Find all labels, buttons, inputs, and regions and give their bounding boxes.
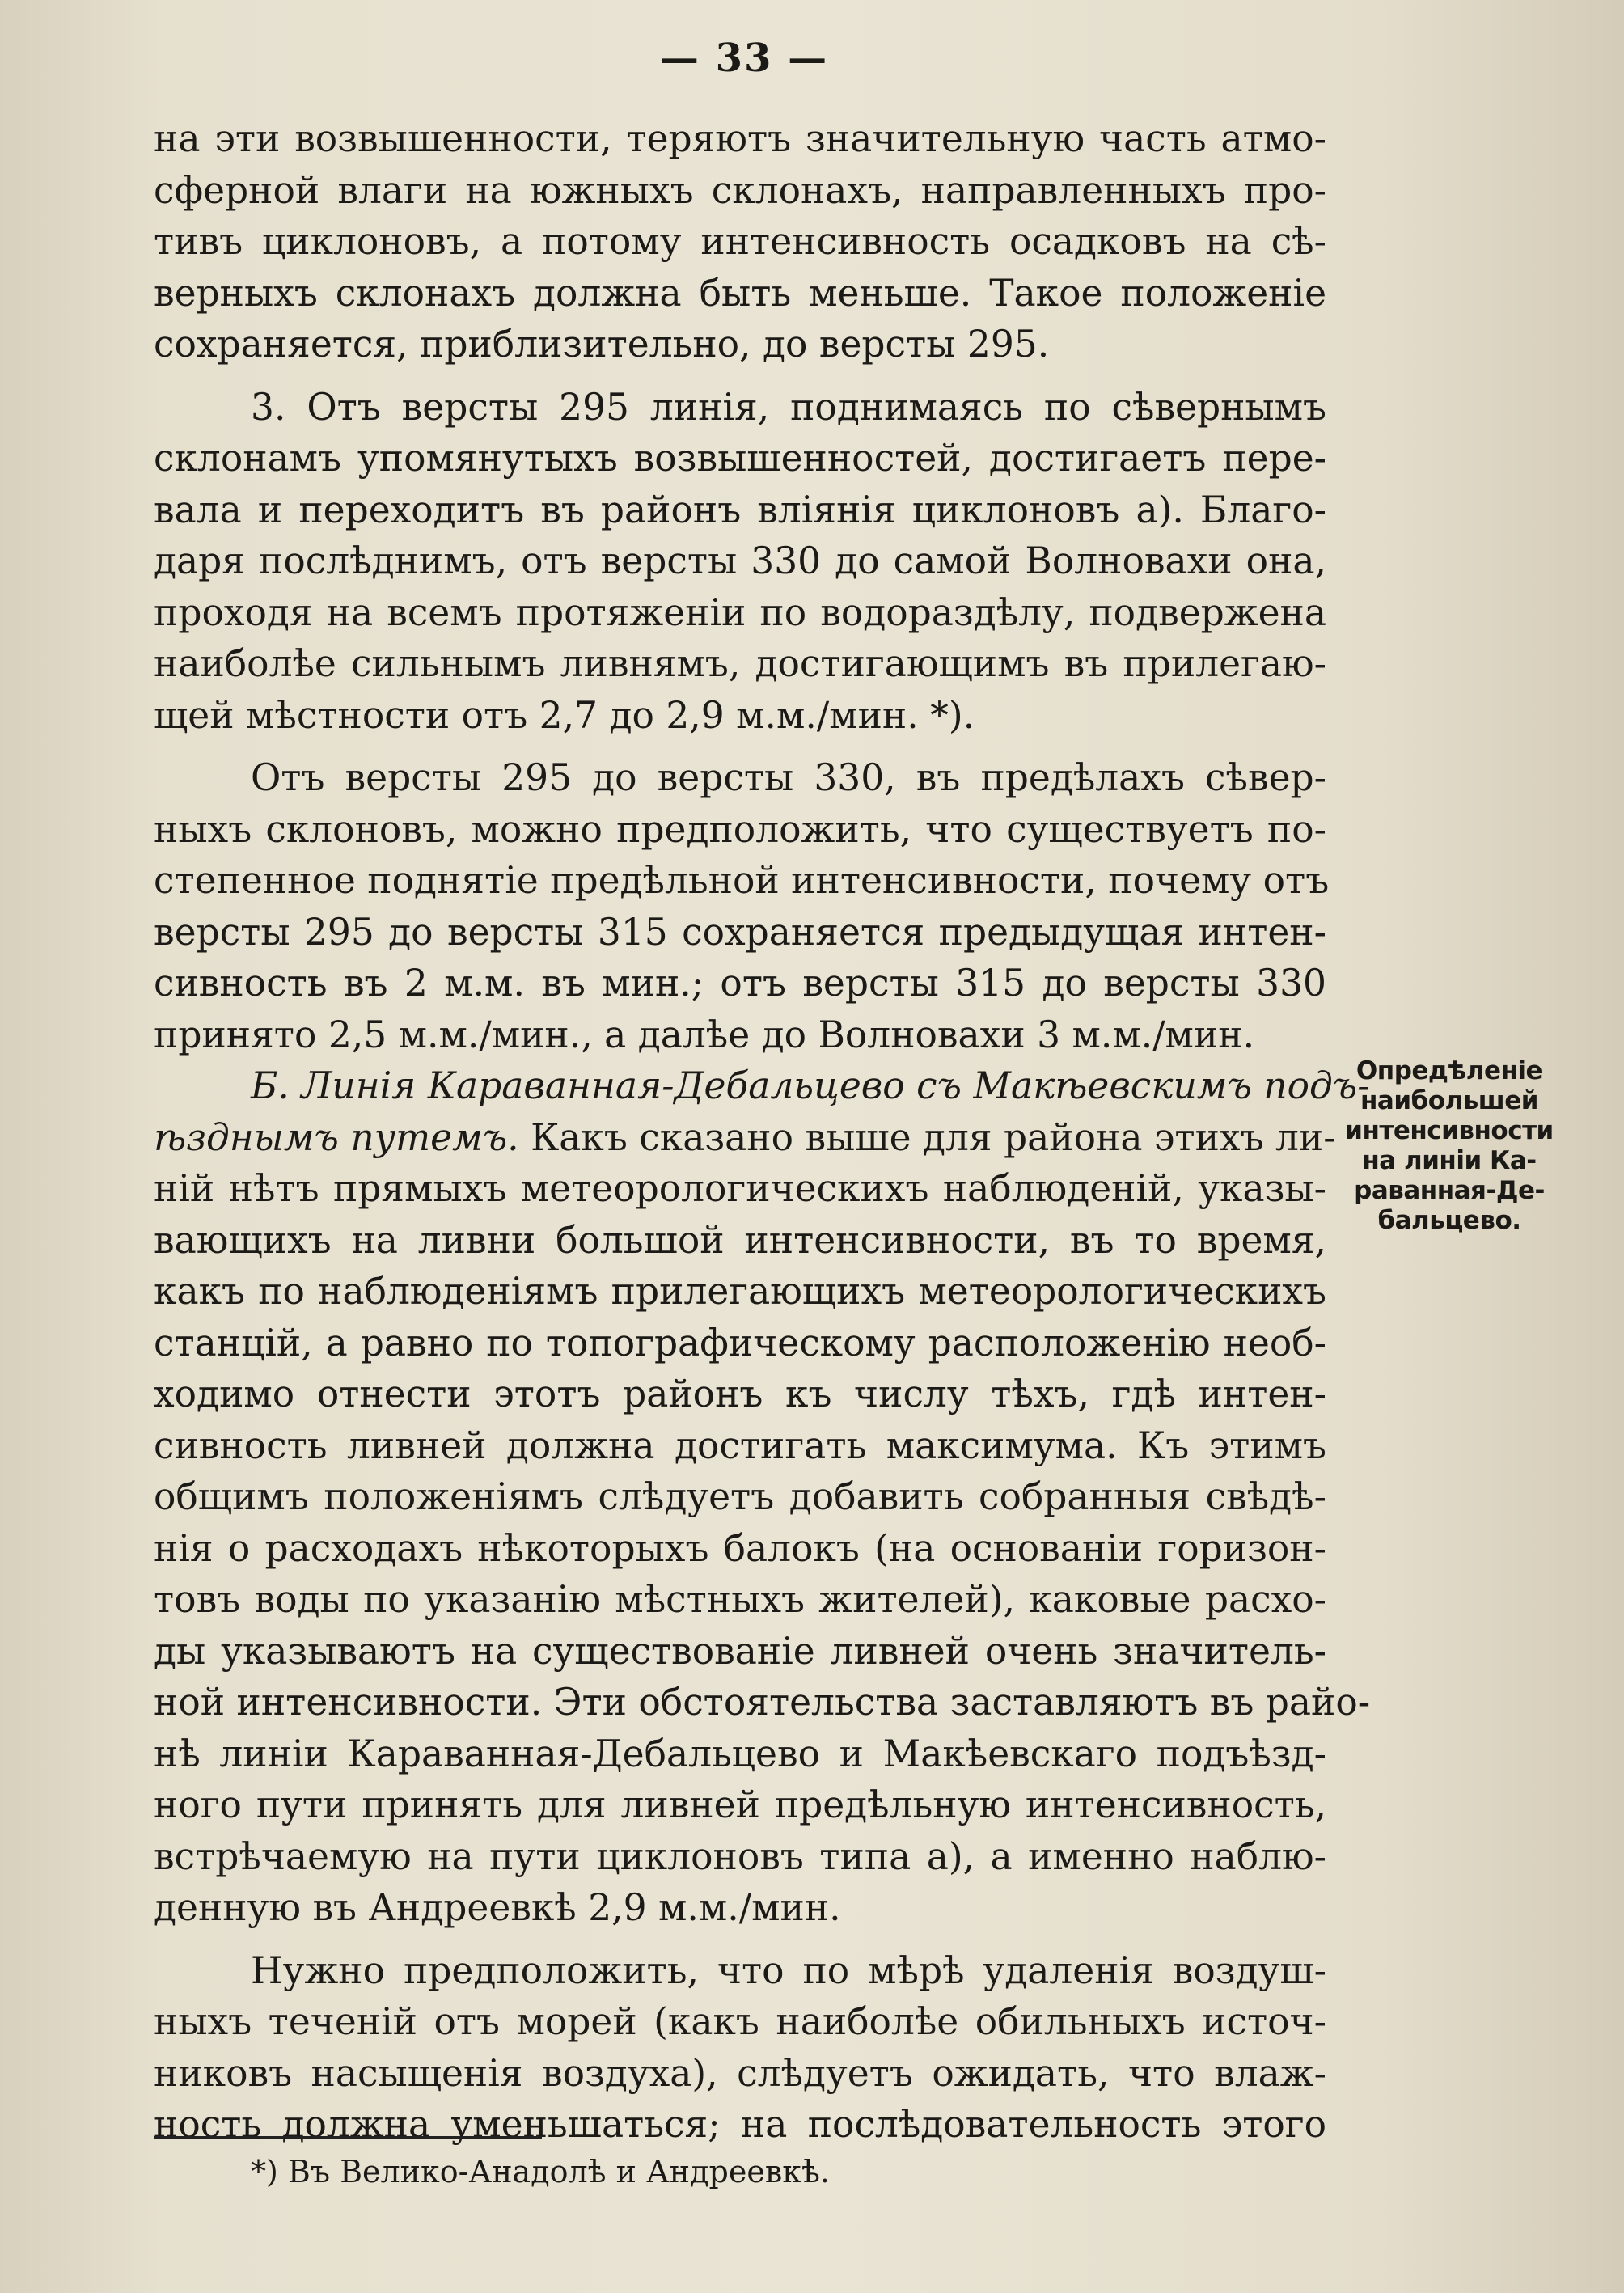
text-line: нѣ линіи Караванная-Дебальцево и Макѣевскаго подъѣзд-: [154, 1732, 1326, 1775]
text-line: ды указываютъ на существованіе ливней очень значитель-: [154, 1629, 1326, 1673]
text-line: ній нѣтъ прямыхъ метеорологическихъ наблюденій, указы-: [154, 1167, 1326, 1210]
text-line: общимъ положеніямъ слѣдуетъ добавить собранныя свѣдѣ-: [154, 1475, 1326, 1518]
text-line: нія о расходахъ нѣкоторыхъ балокъ (на основаніи горизон-: [154, 1526, 1326, 1570]
paragraph-gap: [154, 741, 1326, 752]
text-line: сивность въ 2 м.м. въ мин.; отъ версты 315 до версты 330: [154, 962, 1326, 1005]
text-line: никовъ насыщенія воздуха), слѣдуетъ ожидать, что влаж-: [154, 2051, 1326, 2095]
text-line: версты 295 до версты 315 сохраняется предыдущая интен-: [154, 910, 1326, 954]
text-line: какъ по наблюденіямъ прилегающихъ метеорологическихъ: [154, 1270, 1326, 1313]
body-text: [154, 113, 1371, 2151]
paragraph-5: [154, 1945, 1326, 2151]
page-number: — 33 —: [659, 36, 829, 81]
margin-note-line: интенсивности: [1345, 1116, 1554, 1145]
text-line: 3. Отъ версты 295 линія, поднимаясь по сѣвернымъ: [251, 385, 1326, 429]
footnote-divider: [154, 2136, 542, 2139]
paragraph-3: [154, 752, 1330, 1060]
paragraph-gap: [154, 370, 1326, 382]
footnote: *) Въ Велико-Анадолѣ и Андреевкѣ.: [251, 2154, 830, 2189]
text-line-rest: Какъ сказано выше для района этихъ ли-: [518, 1115, 1336, 1159]
text-line: [154, 1112, 1336, 1164]
text-line: на эти возвышенности, теряютъ значительную часть атмо-: [154, 117, 1326, 160]
margin-note-line: раванная-Де-: [1354, 1176, 1545, 1205]
text-line: станцій, а равно по топографическому расположенію необ-: [154, 1321, 1326, 1364]
text-line: Отъ версты 295 до версты 330, въ предѣлахъ сѣвер-: [251, 756, 1326, 799]
margin-note-line: на линіи Ка-: [1362, 1146, 1537, 1175]
text-line: ного пути принять для ливней предѣльную интенсивность,: [154, 1783, 1326, 1826]
paragraph-4: [154, 1060, 1371, 1934]
paragraph-gap: [154, 1934, 1326, 1945]
text-line: ной интенсивности. Эти обстоятельства заставляютъ въ райо-: [154, 1681, 1371, 1724]
text-line: ходимо отнести этотъ районъ къ числу тѣхъ, гдѣ интен-: [154, 1373, 1326, 1415]
text-line: ность должна уменьшаться; на послѣдовательность этого: [154, 2103, 1326, 2146]
margin-note-line: Опредѣленіе: [1355, 1056, 1543, 1085]
text-line: ныхъ теченій отъ морей (какъ наиболѣе обильныхъ источ-: [154, 2000, 1326, 2043]
text-line: верныхъ склонахъ должна быть меньше. Такое положеніе: [154, 271, 1326, 315]
text-line: склонамъ упомянутыхъ возвышенностей, достигаетъ пере-: [154, 437, 1326, 480]
text-line: ныхъ склоновъ, можно предположить, что существуетъ по-: [154, 807, 1326, 851]
text-line: наиболѣе сильнымъ ливнямъ, достигающимъ въ прилегаю-: [154, 642, 1326, 685]
text-line: Нужно предположить, что по мѣрѣ удаленія воздуш-: [251, 1948, 1326, 1992]
text-line: степенное поднятіе предѣльной интенсивности, почему отъ: [154, 859, 1330, 902]
text-line: сивность ливней должна достигать максимума. Къ этимъ: [154, 1424, 1326, 1467]
section-heading-italic: Б. Линія Караванная-Дебальцево съ Макѣевскимъ подъ-: [251, 1064, 1370, 1107]
text-line: вающихъ на ливни большой интенсивности, въ то время,: [154, 1218, 1326, 1262]
margin-note: [1340, 1056, 1558, 1236]
text-line: денную въ Андреевкѣ 2,9 м.м./мин.: [154, 1886, 841, 1929]
text-line: сохраняется, приблизительно, до версты 295.: [154, 323, 1050, 366]
paragraph-1: [154, 113, 1326, 370]
section-heading-italic-end: ѣзднымъ путемъ.: [154, 1115, 519, 1159]
text-line: щей мѣстности отъ 2,7 до 2,9 м.м./мин. *).: [154, 693, 975, 737]
text-line: товъ воды по указанію мѣстныхъ жителей), каковые расхо-: [154, 1578, 1326, 1621]
paragraph-2: [154, 382, 1326, 742]
text-line: встрѣчаемую на пути циклоновъ типа а), а именно наблю-: [154, 1834, 1326, 1878]
margin-note-line: наибольшей: [1360, 1086, 1538, 1115]
text-line: даря послѣднимъ, отъ версты 330 до самой Волновахи она,: [154, 539, 1326, 582]
text-line: проходя на всемъ протяженіи по водораздѣлу, подвержена: [154, 590, 1326, 634]
margin-note-line: бальцево.: [1377, 1206, 1521, 1235]
text-line: сферной влаги на южныхъ склонахъ, направленныхъ про-: [154, 168, 1326, 212]
text-line: вала и переходитъ въ районъ вліянія циклоновъ а). Благо-: [154, 488, 1326, 531]
text-line: принято 2,5 м.м./мин., а далѣе до Волновахи 3 м.м./мин.: [154, 1013, 1255, 1056]
text-line: тивъ циклоновъ, а потому интенсивность осадковъ на сѣ-: [154, 220, 1326, 263]
